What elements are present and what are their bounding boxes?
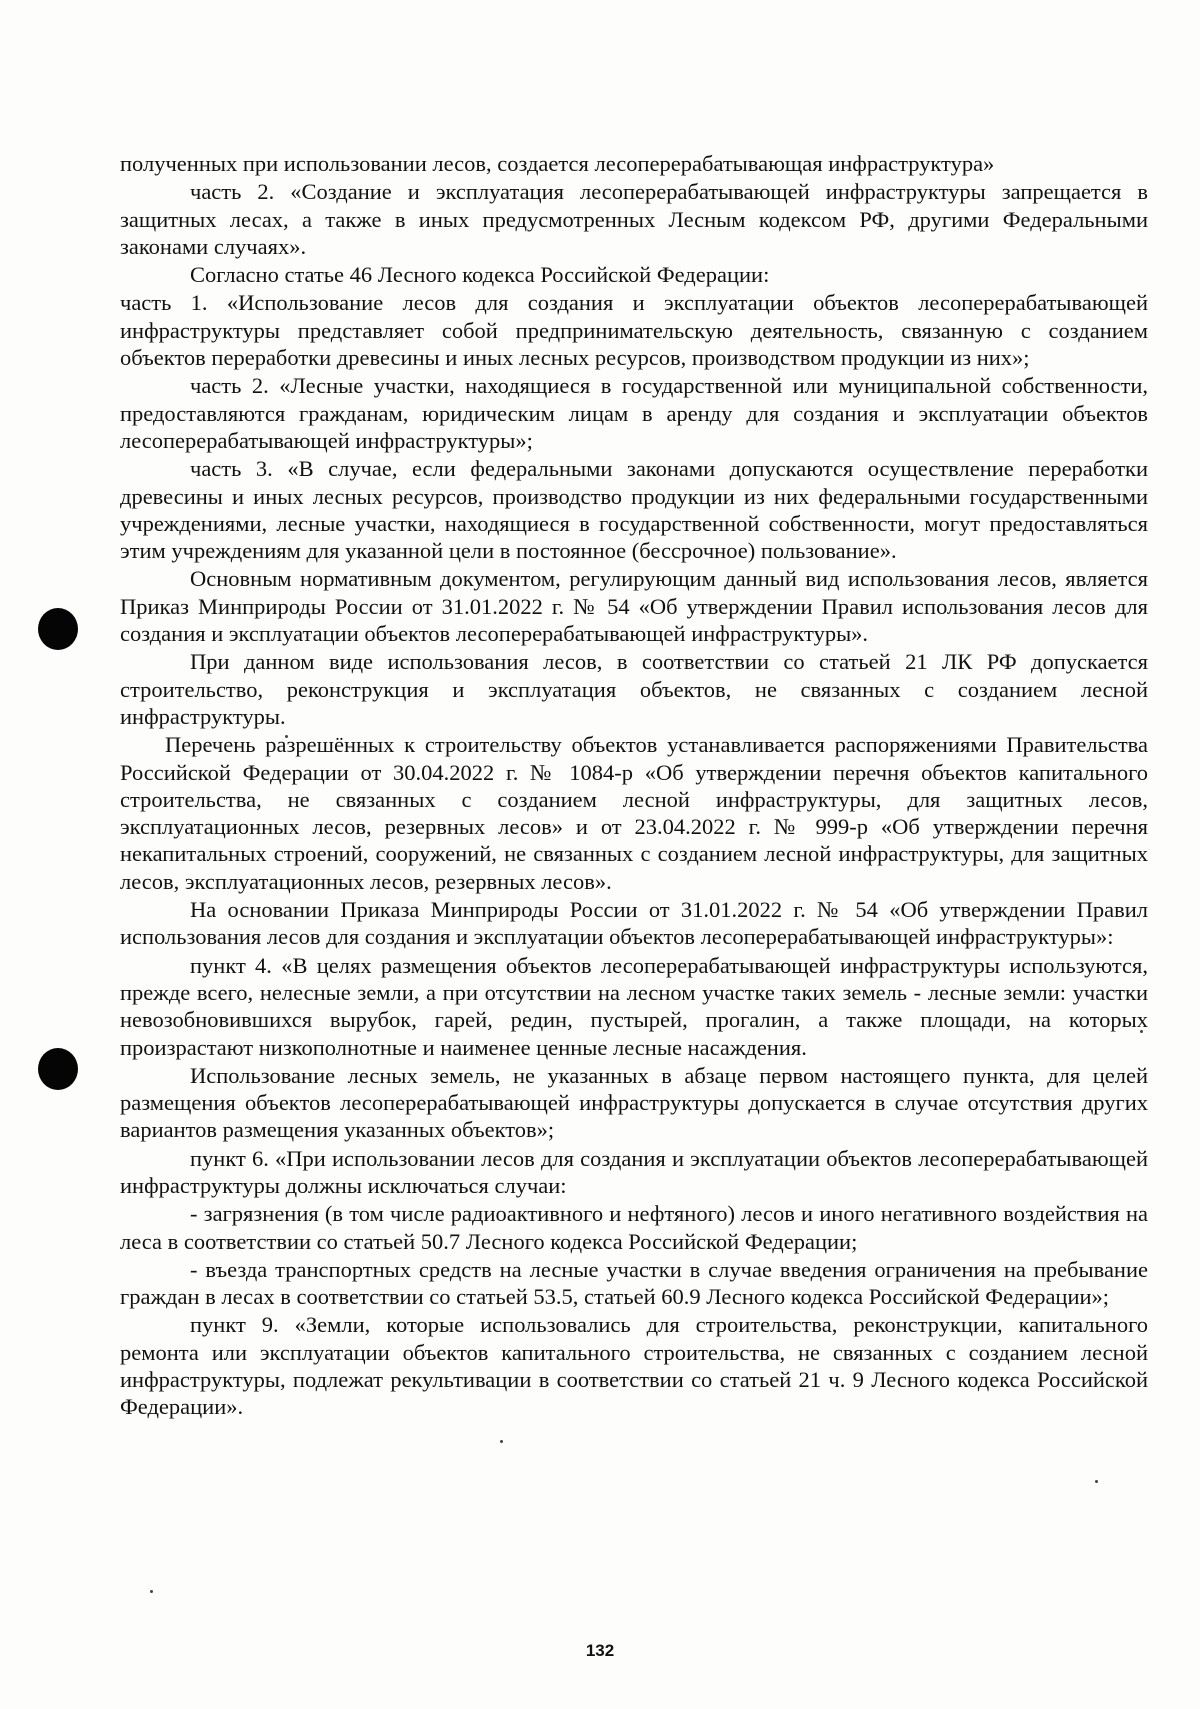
- scan-speck: [150, 1590, 153, 1593]
- paragraph: - загрязнения (в том числе радиоактивного и нефтяного) лесов и иного негативного воздействия на леса в соответствии со статьей 50.7 Лесного кодекса Российской Федерации;: [120, 1201, 1148, 1254]
- paragraph: пункт 4. «В целях размещения объектов лесоперерабатывающей инфраструктуры используются, прежде всего, нелесные земли, а при отсутствии на лесном участке таких земель - лесные земли: участки невозобновившихся вырубок, гарей, редин, пустырей, прогалин, а также площади, на которых произрастают низкополнотные и наименее ценные лесные насаждения.: [120, 952, 1148, 1060]
- paragraph: - въезда транспортных средств на лесные участки в случае введения ограничения на пребывание граждан в лесах в соответствии со статьей 53.5, статьей 60.9 Лесного кодекса Российской Федерации»;: [120, 1256, 1148, 1310]
- paragraph: полученных при использовании лесов, создается лесоперерабатывающая инфраструктура»: [120, 151, 995, 176]
- paragraph: При данном виде использования лесов, в соответствии со статьей 21 ЛК РФ допускается строительство, реконструкция и эксплуатация объектов, не связанных с созданием лесной инфраструктуры.: [120, 649, 1148, 729]
- paragraph: Использование лесных земель, не указанных в абзаце первом настоящего пункта, для целей размещения объектов лесоперерабатывающей инфраструктуры допускается в случае отсутствия других вариантов размещения указанных объектов»;: [120, 1062, 1148, 1143]
- paragraph: Перечень разрешённых к строительству объектов устанавливается распоряжениями Правительства Российской Федерации от 30.04.2022 г. № 1084-р «Об утверждении перечня объектов капитального строительства, не связанных с созданием лесной инфраструктуры, для защитных лесов, эксплуатационных лесов, резервных лесов» и от 23.04.2022 г. № 999-р «Об утверждении перечня некапитальных строений, сооружений, не связанных с созданием лесной инфраструктуры, для защитных лесов, эксплуатационных лесов, резервных лесов».: [120, 732, 1148, 894]
- paragraph: На основании Приказа Минприроды России от 31.01.2022 г. № 54 «Об утверждении Правил использования лесов для создания и эксплуатации объектов лесоперерабатывающей инфраструктуры»:: [120, 897, 1148, 950]
- page-number: 132: [585, 1641, 615, 1660]
- document-body: [120, 150, 1148, 1422]
- paragraph: пункт 6. «При использовании лесов для создания и эксплуатации объектов лесоперерабатывающей инфраструктуры должны исключаться случаи:: [120, 1145, 1148, 1198]
- punch-hole-bottom: [38, 1048, 78, 1090]
- scan-speck: [1095, 1480, 1098, 1483]
- paragraph: часть 2. «Создание и эксплуатация лесоперерабатывающей инфраструктуры запрещается в защитных лесах, а также в иных предусмотренных Лесным кодексом РФ, другими Федеральными законами случаях».: [120, 179, 1148, 259]
- paragraph: Согласно статье 46 Лесного кодекса Российской Федерации:: [190, 262, 770, 288]
- paragraph: часть 2. «Лесные участки, находящиеся в государственной или муниципальной собственности, предоставляются гражданам, юридическим лицам в аренду для создания и эксплуатации объектов лесоперерабатывающей инфраструктуры»;: [120, 373, 1148, 453]
- paragraph: пункт 9. «Земли, которые использовались для строительства, реконструкции, капитального ремонта или эксплуатации объектов капитального строительства, не связанных с созданием лесной инфраструктуры, подлежат рекультивации в соответствии со статьей 21 ч. 9 Лесного кодекса Российской Федерации».: [120, 1312, 1148, 1420]
- paragraph: часть 1. «Использование лесов для создания и эксплуатации объектов лесоперерабатывающей инфраструктуры представляет собой предпринимательскую деятельность, связанную с созданием объектов переработки древесины и иных лесных ресурсов, производством продукции из них»;: [120, 290, 1148, 371]
- paragraph: Основным нормативным документом, регулирующим данный вид использования лесов, является Приказ Минприроды России от 31.01.2022 г. № 54 «Об утверждении Правил использования лесов для создания и эксплуатации объектов лесоперерабатывающей инфраструктуры».: [120, 566, 1148, 647]
- scan-speck: [500, 1440, 503, 1443]
- paragraph: часть 3. «В случае, если федеральными законами допускаются осуществление переработки древесины и иных лесных ресурсов, производство продукции из них федеральными государственными учреждениями, лесные участки, находящиеся в государственной собственности, могут предоставляться этим учреждениям для указанной цели в постоянное (бессрочное) пользование».: [120, 456, 1148, 564]
- punch-hole-top: [38, 608, 78, 650]
